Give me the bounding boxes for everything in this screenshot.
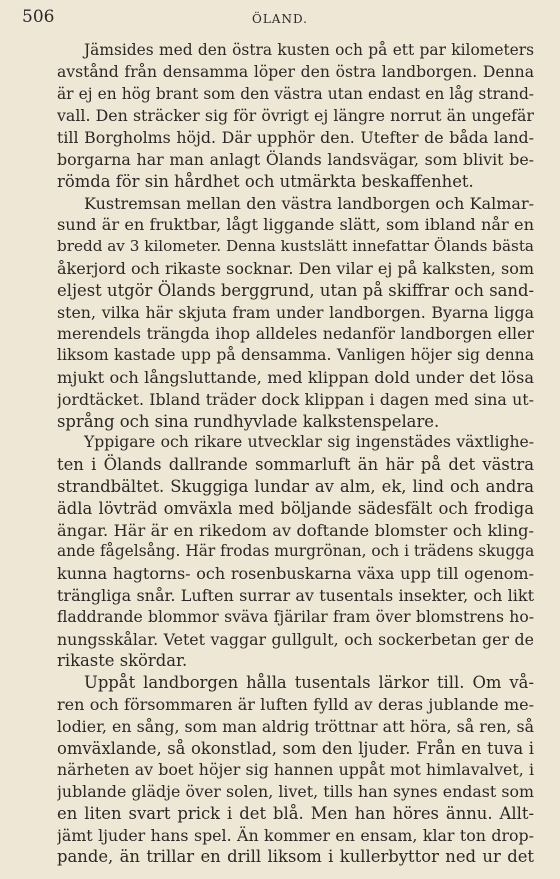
text-line: liksom kastade upp på densamma. Vanligen höjer sig denna <box>57 346 534 365</box>
text-line: merendels trängda ihop alldeles nedanför landborgen eller <box>57 324 534 344</box>
page-header <box>0 4 560 30</box>
text-line: ängar. Här är en rikedom av doftande blomster och kling- <box>57 520 534 540</box>
text-line: till Borgholms höjd. Där upphör den. Utefter de båda land- <box>57 128 534 148</box>
paragraph <box>57 40 534 193</box>
text-line: omväxlande, så okonstlad, som den ljuder. Från en tuva i <box>57 738 534 758</box>
paragraph <box>57 193 534 433</box>
text-line: en liten svart prick i det blå. Men han höres ännu. Allt- <box>57 803 534 823</box>
text-line: Uppåt landborgen hålla tusentals lärkor till. Om vå- <box>84 673 534 693</box>
text-line: åkerjord och rikaste socknar. Den vilar ej på kalksten, som <box>57 258 534 278</box>
paragraph <box>57 672 534 868</box>
text-line: trängliga snår. Luften surrar av tusentals insekter, och likt <box>57 585 534 605</box>
text-line: römda för sin hårdhet och utmärkta beskaffenhet. <box>57 171 474 191</box>
paragraph <box>57 432 534 672</box>
text-line: pande, än trillar en drill liksom i kullerbyttor ned ur det <box>57 847 534 867</box>
text-line: kunna hagtorns- och rosenbuskarna växa upp till ogenom- <box>57 564 534 584</box>
body-text <box>57 40 534 868</box>
text-line: avstånd från densamma löper den östra landborgen. Denna <box>57 62 534 81</box>
text-line: lodier, en sång, som man aldrig tröttnar att höra, så ren, så <box>57 716 534 736</box>
running-title: ÖLAND. <box>252 12 308 26</box>
text-line: ren och försommaren är luften fylld av deras jublande me- <box>57 694 534 714</box>
text-line: strandbältet. Skuggiga lundar av alm, ek, lind och andra <box>57 476 534 496</box>
text-line: Kustremsan mellan den västra landborgen och Kalmar- <box>84 193 534 213</box>
text-line: mjukt och långsluttande, med klippan dold under det lösa <box>57 367 534 387</box>
text-line: närheten av boet höjer sig hannen uppåt mot himlavalvet, i <box>57 760 534 780</box>
text-line: ädla lövträd omväxla med böljande sädesfält och frodiga <box>57 498 534 518</box>
text-line: sund är en fruktbar, lågt liggande slätt, som ibland når en <box>57 215 534 235</box>
text-line: bredd av 3 kilometer. Denna kustslätt innefattar Ölands bästa <box>57 237 534 256</box>
text-line: är ej en hög brant som den västra utan endast en låg strand- <box>57 84 534 103</box>
text-line: jublande glädje över solen, livet, tills han synes endast som <box>57 782 534 802</box>
text-line: språng och sina rundhyvlade kalkstenspelare. <box>57 411 440 431</box>
text-line: Yppigare och rikare utvecklar sig ingenstädes växtlighe- <box>84 433 534 452</box>
text-line: ten i Ölands dallrande sommarluft än här på det västra <box>57 455 534 475</box>
page-number: 506 <box>22 7 55 27</box>
text-line: borgarna har man anlagt Ölands landsvägar, som blivit be- <box>57 149 534 169</box>
text-line: nungsskålar. Vetet vaggar gullgult, och sockerbetan ger de <box>57 629 534 649</box>
text-line: jämt ljuder hans spel. Än kommer en ensam, klar ton drop- <box>57 825 534 845</box>
text-line: sten, vilka här skjuta fram under landborgen. Byarna ligga <box>57 302 534 322</box>
text-line: jordtäcket. Ibland träder dock klippan i dagen med sina ut- <box>57 389 534 409</box>
text-line: rikaste skördar. <box>57 651 188 671</box>
text-line: eljest utgör Ölands berggrund, utan på skiffrar och sand- <box>57 280 534 300</box>
text-line: fladdrande blommor sväva fjärilar fram över blomstrens ho- <box>57 607 534 626</box>
text-line: Jämsides med den östra kusten och på ett par kilometers <box>84 41 534 59</box>
text-line: vall. Den sträcker sig för övrigt ej längre norrut än ungefär <box>57 106 534 126</box>
text-line: ande fågelsång. Här frodas murgrönan, och i trädens skugga <box>57 542 534 561</box>
